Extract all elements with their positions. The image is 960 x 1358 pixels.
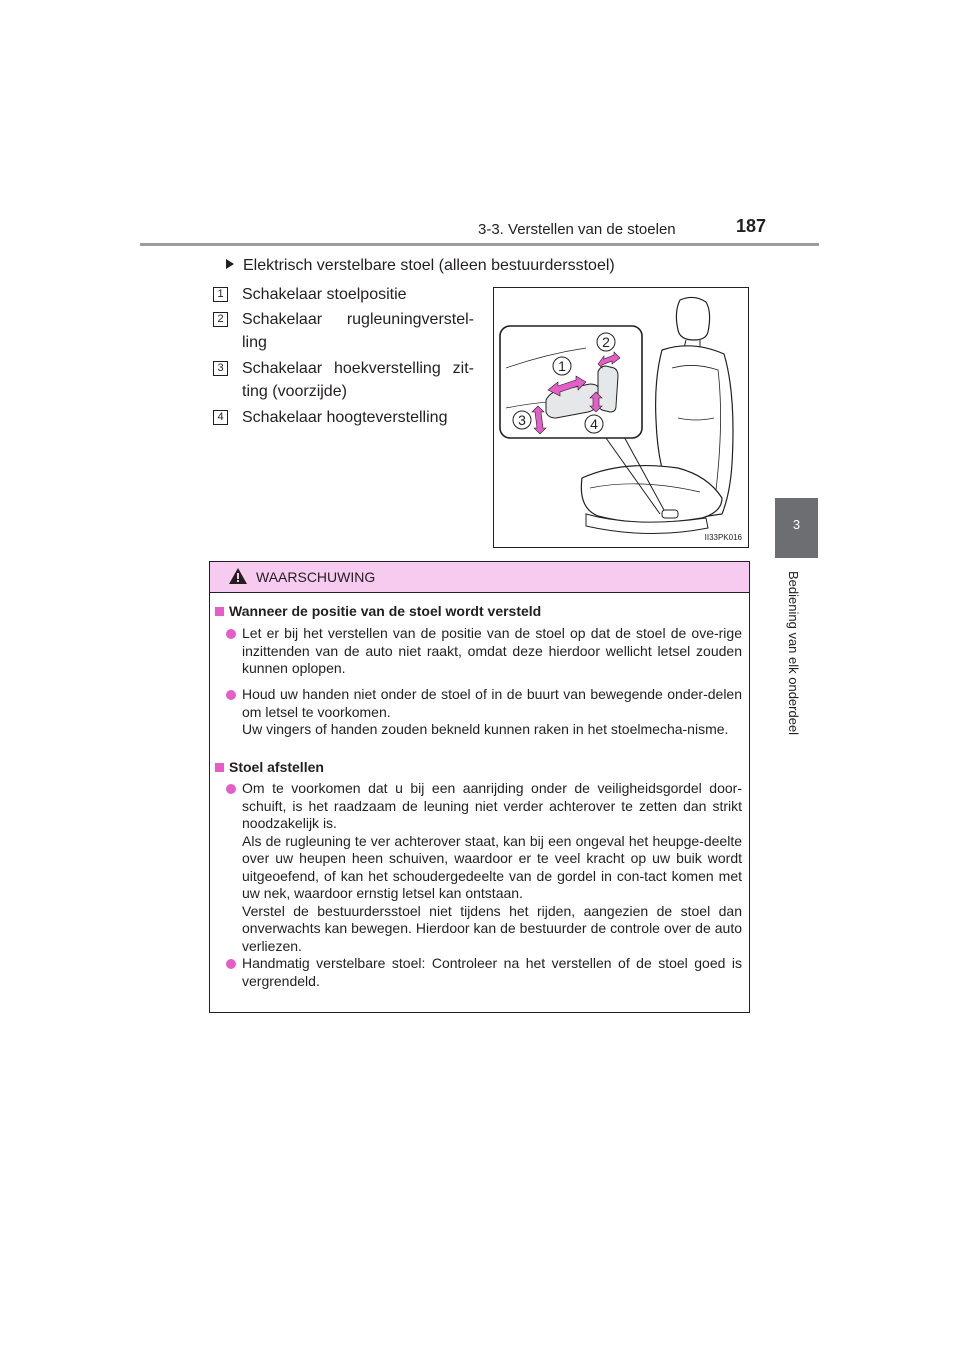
figure-code: II33PK016 (704, 533, 742, 542)
warning-title: WAARSCHUWING (256, 569, 376, 585)
legend-text: Schakelaar hoekverstelling zit-ting (voorzijde) (242, 360, 474, 400)
chapter-title: Bediening van elk onderdeel (786, 571, 801, 736)
legend-text: Schakelaar stoelpositie (242, 286, 407, 303)
seat-illustration (493, 287, 749, 548)
circle-bullet-icon (226, 959, 236, 969)
warning-section-heading-text: Wanneer de positie van de stoel wordt versteld (229, 603, 542, 619)
callout-4: 4 (590, 416, 598, 432)
circle-bullet-icon (226, 784, 236, 794)
warning-bullet-text: Houd uw handen niet onder de stoel of in de buurt van bewegende onder-delen om letsel te voorkomen. Uw vingers of handen zouden bekneld kunnen raken in het stoelmecha-nisme. (242, 686, 742, 737)
legend-text: Schakelaar hoogteverstelling (242, 409, 448, 426)
circle-bullet-icon (226, 690, 236, 700)
warning-triangle-icon (228, 567, 248, 585)
warning-section-heading (215, 759, 324, 775)
page-number: 187 (736, 216, 767, 236)
warning-bullet (226, 955, 742, 990)
square-bullet-icon (215, 763, 224, 772)
warning-section-heading (215, 603, 541, 619)
legend-number-badge: 1 (213, 287, 228, 302)
legend-number-badge: 4 (213, 410, 228, 425)
seat-drawing (494, 288, 748, 547)
callout-1: 1 (558, 358, 566, 374)
warning-box (209, 561, 750, 1013)
square-bullet-icon (215, 607, 224, 616)
section-heading-text: Elektrisch verstelbare stoel (alleen bestuurdersstoel) (243, 257, 615, 274)
warning-bullet (226, 780, 742, 955)
warning-bullet (226, 625, 742, 678)
triangle-bullet-icon (226, 259, 234, 269)
section-heading (226, 257, 615, 275)
header-section-title: 3-3. Verstellen van de stoelen (478, 221, 676, 238)
warning-bullet-text: Handmatig verstelbare stoel: Controleer na het verstellen of de stoel goed is vergrendeld. (242, 955, 742, 989)
circle-bullet-icon (226, 629, 236, 639)
header-rule (140, 243, 819, 246)
chapter-tab (775, 498, 818, 558)
warning-section-heading-text: Stoel afstellen (229, 759, 324, 775)
warning-bullet-text: Let er bij het verstellen van de positie van de stoel op dat de stoel de ove-rige inzittenden van de auto niet raakt, omdat deze hierdoor wellicht letsel zouden kunnen oplopen. (242, 625, 742, 676)
legend-number-badge: 3 (213, 361, 228, 376)
legend-text: Schakelaar rugleuningverstel-ling (242, 311, 474, 351)
callout-3: 3 (518, 412, 526, 428)
warning-bullet-text: Om te voorkomen dat u bij een aanrijding onder de veiligheidsgordel door-schuift, is het raadzaam de leuning niet verder achterover te zetten dan strikt noodzakelijk is. Als de rugleuning te ver achterover staat, kan bij een ongeval het heupge-deelte over uw heupen heen schuiven, waardoor er te veel kracht op uw buik wordt uitgeoefend, of kan het schoudergedeelte van de gordel in con-tact komen met uw nek, waardoor ernstig letsel kan ontstaan. Verstel de bestuurdersstoel niet tijdens het rijden, aangezien de stoel dan onverwachts kan bewegen. Hierdoor kan de bestuurder de controle over de auto verliezen. (242, 780, 742, 954)
legend-number-badge: 2 (213, 312, 228, 327)
warning-header (210, 562, 749, 593)
callout-2: 2 (602, 334, 610, 350)
warning-bullet (226, 686, 742, 739)
chapter-number: 3 (792, 517, 801, 532)
